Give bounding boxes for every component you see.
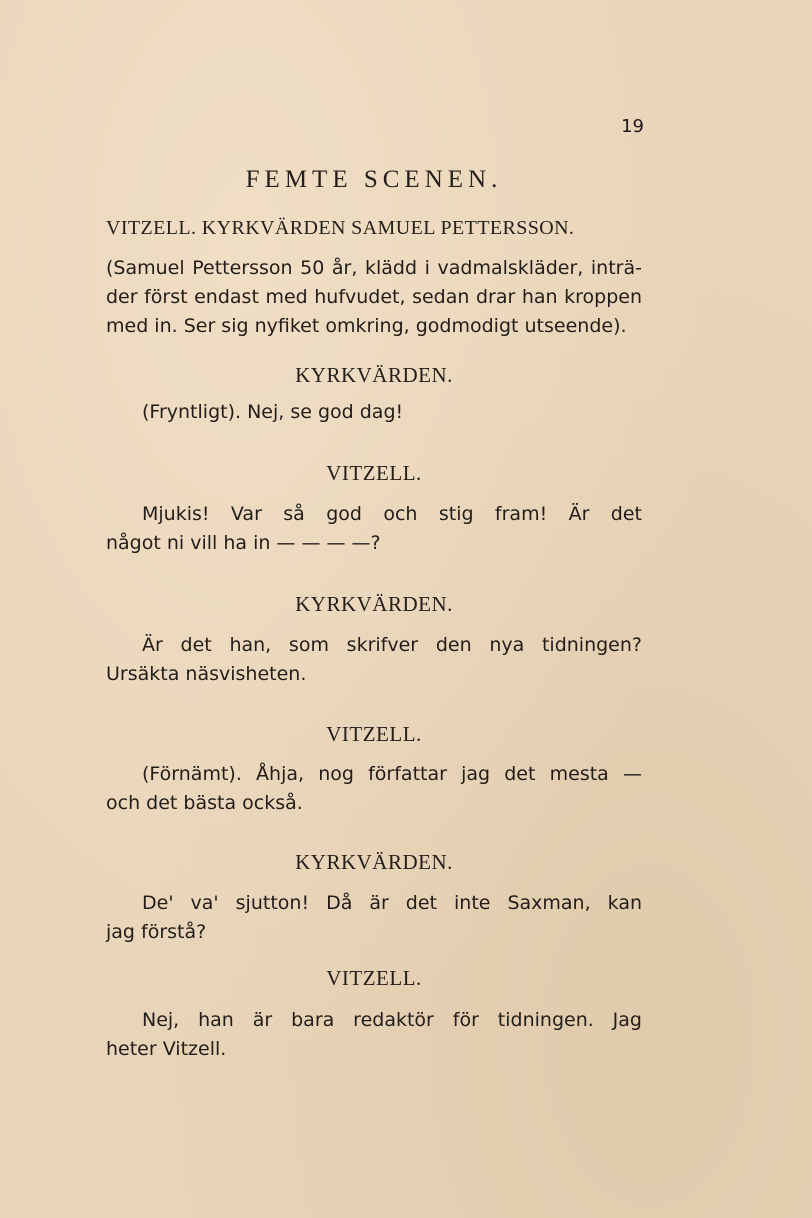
dialogue-line: och det bästa också. <box>106 792 303 814</box>
dialogue-text <box>106 760 642 818</box>
dialogue-line: Ursäkta näsvisheten. <box>106 663 307 685</box>
speaker-name: KYRKVÄRDEN. <box>295 363 453 387</box>
speaker-name: VITZELL. <box>326 966 422 990</box>
stage-direction <box>106 254 642 341</box>
stage-direction-line: (Samuel Pettersson 50 år, klädd i vadmalskläder, inträ- <box>106 257 642 279</box>
dialogue-line: (Förnämt). Åhja, nog författar jag det mesta — <box>142 763 642 785</box>
speaker-name: VITZELL. <box>326 461 422 485</box>
page-number: 19 <box>621 116 644 137</box>
dialogue-text <box>106 1006 642 1064</box>
dialogue-text <box>106 889 642 947</box>
dialogue-line: något ni vill ha in — — — —? <box>106 532 381 554</box>
dialogue-text <box>106 631 642 689</box>
stage-direction-line: der först endast med hufvudet, sedan drar han kroppen <box>106 286 642 308</box>
stage-direction-line: med in. Ser sig nyfiket omkring, godmodigt utseende). <box>106 315 627 337</box>
speaker-name: KYRKVÄRDEN. <box>295 592 453 616</box>
dialogue-text <box>106 500 642 558</box>
scene-title: FEMTE SCENEN. <box>245 166 503 193</box>
dialogue-line: Är det han, som skrifver den nya tidningen? <box>142 634 642 656</box>
cast-list: VITZELL. KYRKVÄRDEN SAMUEL PETTERSSON. <box>106 217 575 239</box>
dialogue-line: Nej, han är bara redaktör för tidningen. Jag <box>142 1009 642 1031</box>
dialogue-line: Mjukis! Var så god och stig fram! Är det <box>142 503 642 525</box>
dialogue-line: jag förstå? <box>106 921 207 943</box>
dialogue-line: heter Vitzell. <box>106 1038 227 1060</box>
dialogue-text <box>106 398 642 427</box>
dialogue-line: (Fryntligt). Nej, se god dag! <box>142 401 404 423</box>
speaker-name: KYRKVÄRDEN. <box>295 850 453 874</box>
dialogue-line: De' va' sjutton! Då är det inte Saxman, kan <box>142 892 642 914</box>
speaker-name: VITZELL. <box>326 722 422 746</box>
